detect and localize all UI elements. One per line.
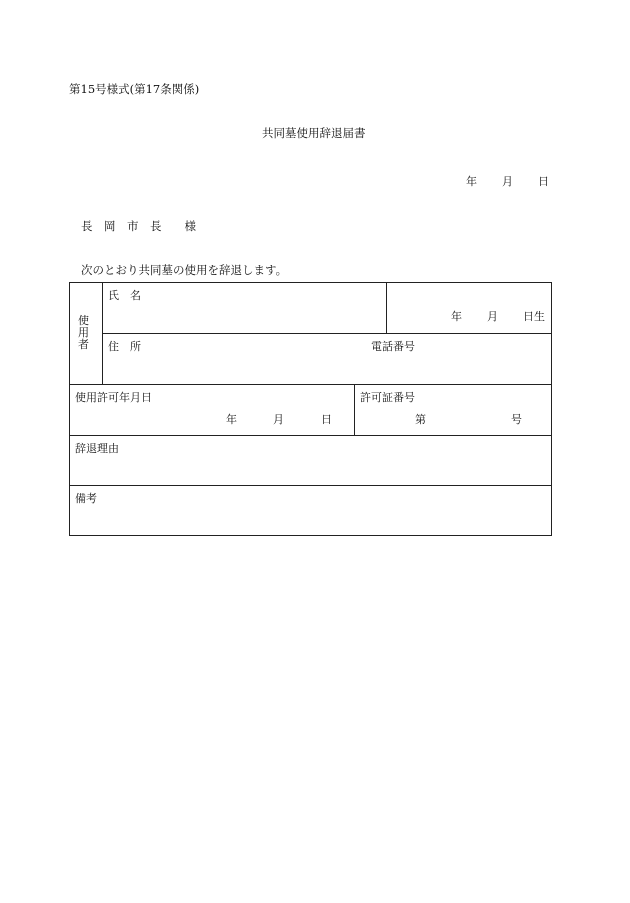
permit-number-prefix: 第 [415, 413, 426, 426]
addressee: 長 岡 市 長 様 [81, 219, 196, 233]
user-header-char-2: 用 [78, 326, 89, 339]
date-month-label: 月 [502, 175, 513, 188]
form-table [69, 282, 552, 536]
permit-date-label: 使用許可年月日 [75, 391, 152, 404]
address-label: 住 所 [108, 340, 141, 353]
birth-month-label: 月 [487, 310, 498, 323]
name-label: 氏 名 [108, 289, 141, 302]
permit-date-month: 月 [273, 413, 284, 426]
form-number: 第15号様式(第17条関係) [69, 82, 200, 96]
birth-year-label: 年 [451, 310, 462, 323]
date-day-label: 日 [538, 175, 549, 188]
birth-day-label: 日生 [523, 310, 545, 323]
phone-label: 電話番号 [371, 340, 415, 353]
user-header-char-3: 者 [78, 338, 89, 351]
permit-date-year: 年 [226, 413, 237, 426]
reason-label: 辞退理由 [75, 442, 119, 455]
date-year-label: 年 [466, 175, 477, 188]
permit-date-day: 日 [321, 413, 332, 426]
permit-number-suffix: 号 [511, 413, 522, 426]
intro-text: 次のとおり共同墓の使用を辞退します。 [81, 263, 288, 277]
document-title: 共同墓使用辞退届書 [262, 126, 366, 140]
permit-number-label: 許可証番号 [360, 391, 415, 404]
remarks-label: 備考 [75, 492, 97, 505]
user-header-char-1: 使 [78, 314, 89, 327]
